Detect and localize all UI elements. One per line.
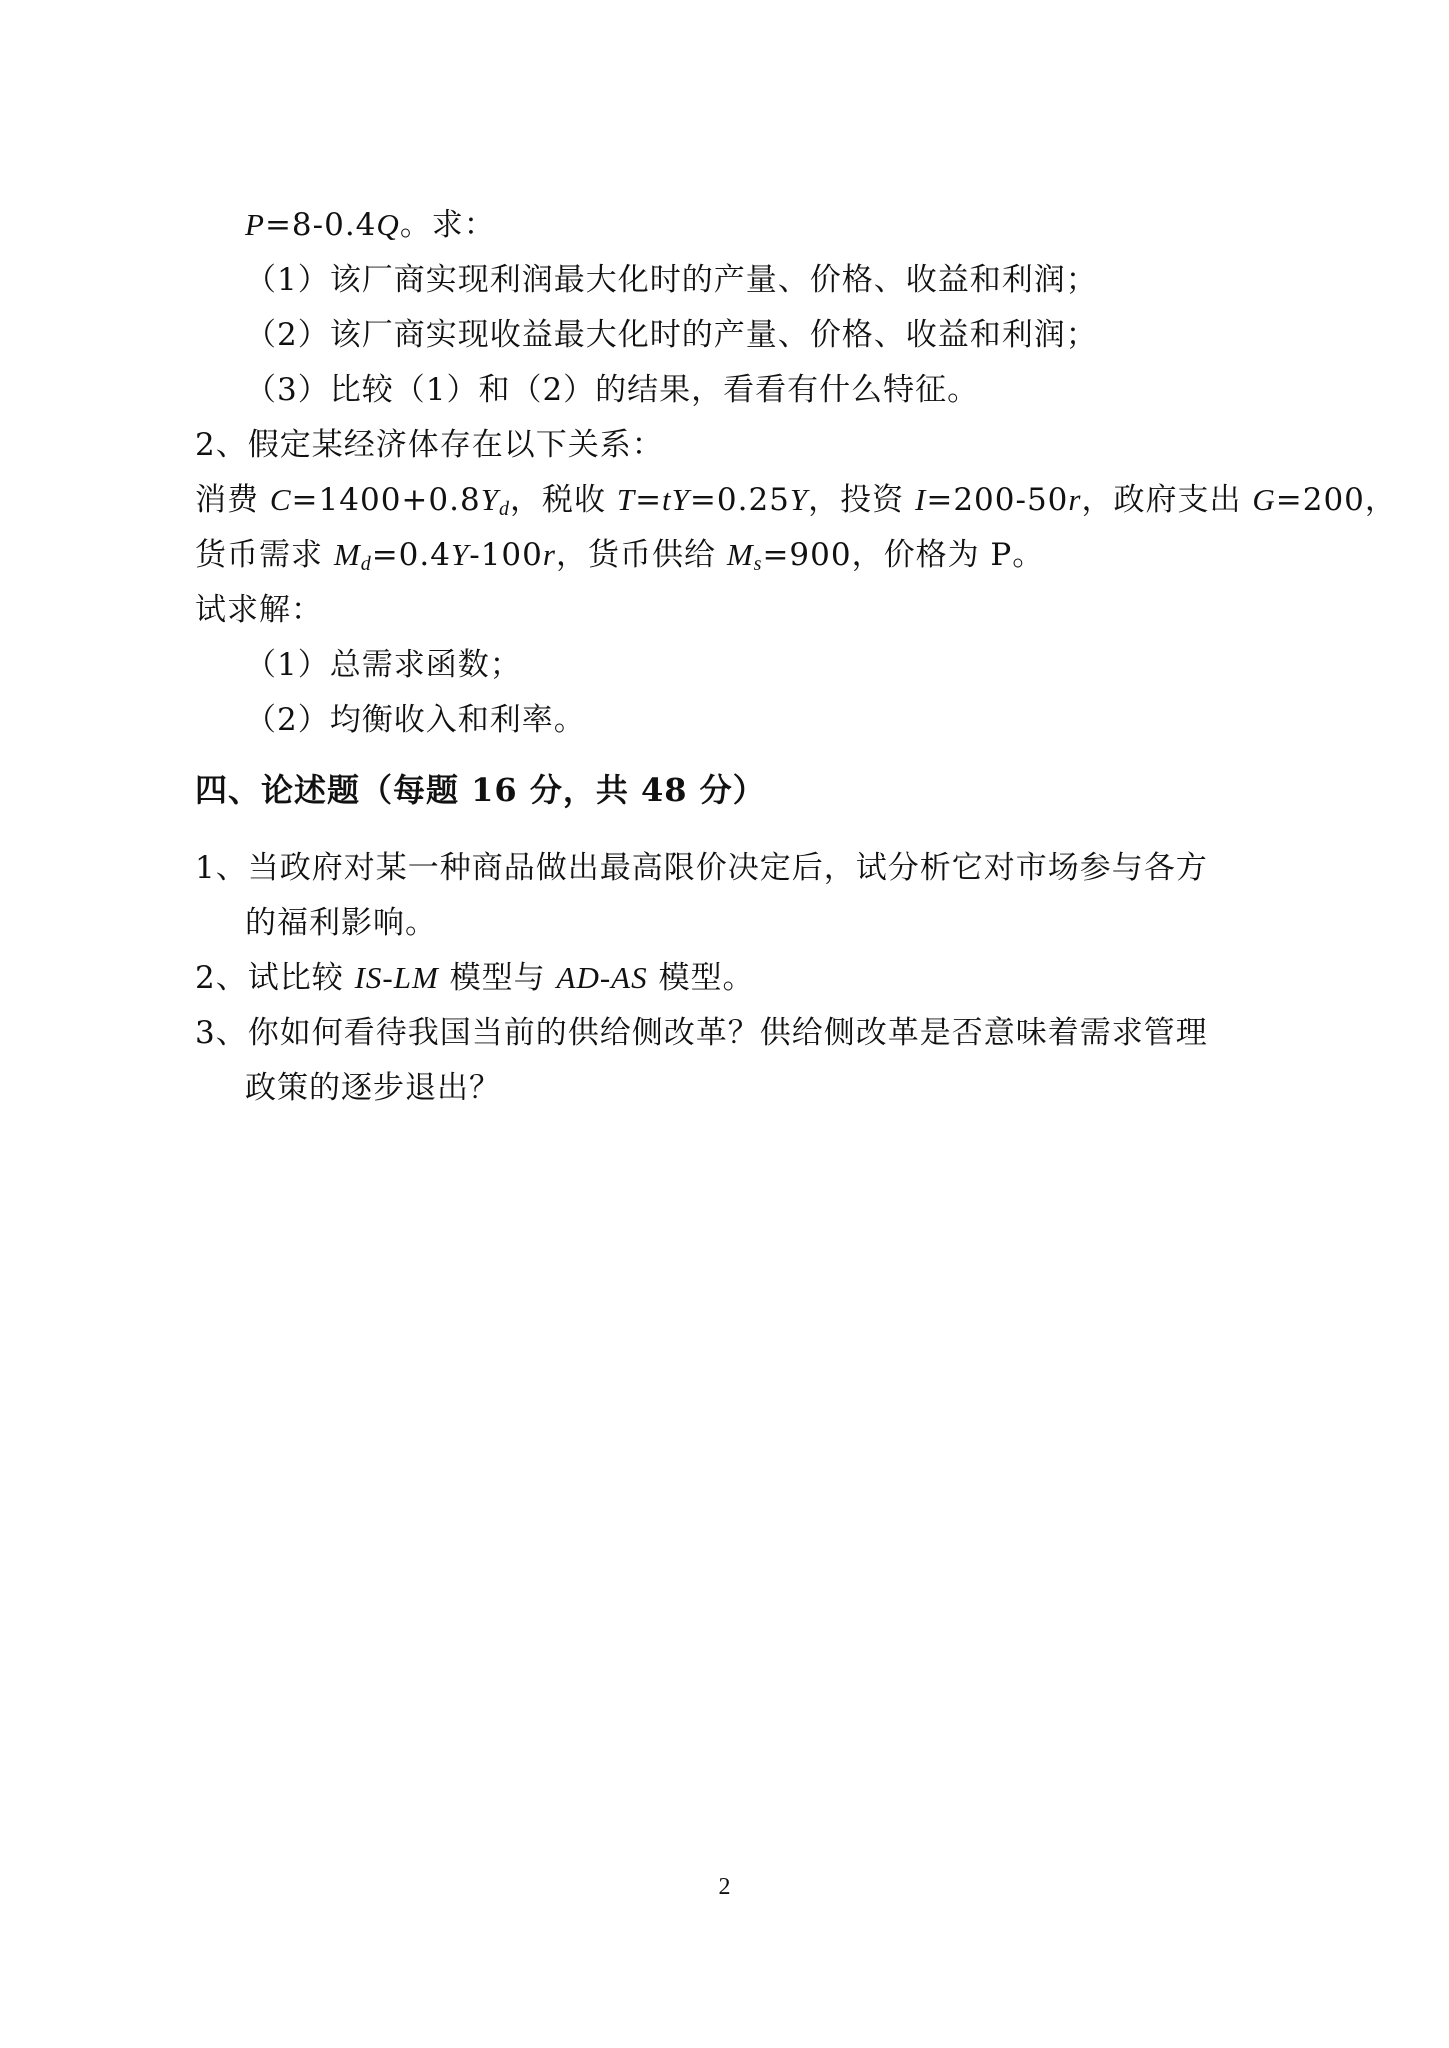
essay-q1-line2: 的福利影响。	[245, 905, 437, 941]
essay-q3-line1: 3、你如何看待我国当前的供给侧改革？供给侧改革是否意味着需求管理	[195, 1015, 1208, 1051]
q1-sub3: （3）比较（1）和（2）的结果，看看有什么特征。	[245, 372, 980, 408]
q2-ask: 试求解：	[195, 592, 323, 628]
q1-demand-equation: P=8-0.4Q。求：	[245, 207, 496, 243]
q2-sub2: （2）均衡收入和利率。	[245, 702, 586, 738]
q1-sub2: （2）该厂商实现收益最大化时的产量、价格、收益和利润；	[245, 317, 1098, 353]
essay-q3-line2: 政策的逐步退出？	[245, 1070, 501, 1106]
q2-relations-line2: 货币需求 $M_d=0.4Y-100r$，货币供给 $M_s=900$，价格为 P。	[195, 537, 1045, 575]
essay-q2: 2、试比较 IS-LM 模型与 AD-AS 模型。	[195, 960, 755, 996]
section-heading-essay: 四、论述题（每题 16 分，共 48 分）	[195, 771, 766, 809]
q1-sub1: （1）该厂商实现利润最大化时的产量、价格、收益和利润；	[245, 262, 1098, 298]
q2-sub1: （1）总需求函数；	[245, 647, 522, 683]
q2-stem: 2、假定某经济体存在以下关系：	[195, 427, 664, 463]
q2-relations-line1: 消费 $C=1400+0.8Y_d$，税收 T=tY=0.25Y，投资 I=200-50r，政府支出 G=200，	[195, 482, 1397, 520]
page-number: 2	[718, 1874, 731, 1900]
essay-q1-line1: 1、当政府对某一种商品做出最高限价决定后，试分析它对市场参与各方	[195, 850, 1208, 886]
